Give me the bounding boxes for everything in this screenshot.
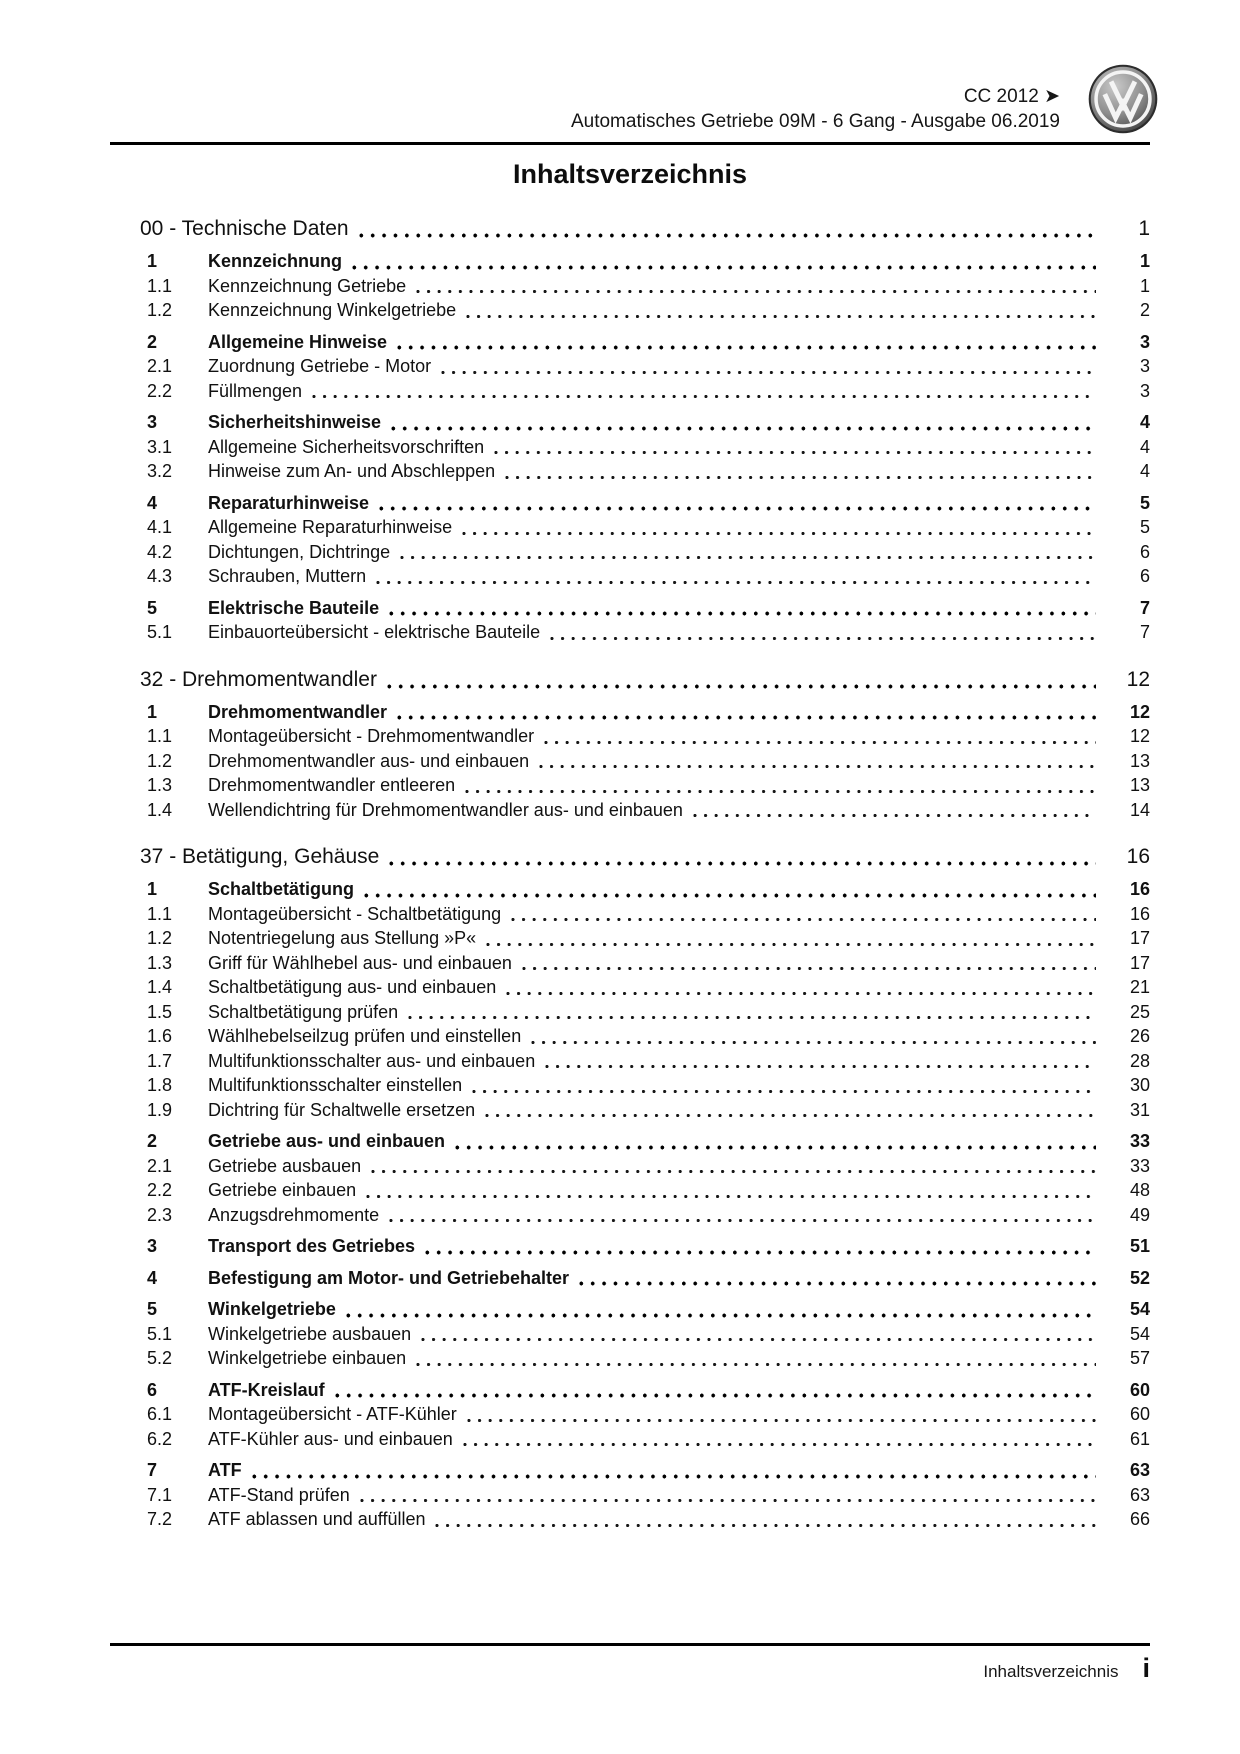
toc-page-number: 3 — [1139, 331, 1150, 352]
dot-leader — [335, 1393, 1096, 1398]
toc-page-number: 4 — [1139, 436, 1150, 457]
dot-leader — [462, 531, 1096, 536]
dot-leader — [371, 1169, 1096, 1174]
toc-entry-number: 2.2 — [147, 380, 173, 401]
dot-leader — [312, 394, 1096, 399]
dot-leader — [360, 1498, 1096, 1503]
dot-leader — [544, 740, 1096, 745]
toc-entry-number: 1.3 — [147, 775, 173, 795]
toc-entry-row — [110, 1483, 1150, 1508]
toc-entry-label: ATF ablassen und auffüllen — [208, 1509, 426, 1529]
dot-leader — [506, 991, 1096, 996]
toc-entry-number: 1.2 — [147, 750, 173, 771]
dot-leader — [379, 506, 1096, 511]
toc-entry-number: 1.5 — [147, 1001, 173, 1022]
toc-entry-number: 2.1 — [147, 356, 173, 376]
toc-entry-number: 1.4 — [147, 799, 173, 820]
dot-leader — [579, 1281, 1096, 1286]
dot-leader — [511, 917, 1096, 922]
dot-leader — [472, 1089, 1096, 1094]
toc-entry-number: 4.1 — [147, 517, 173, 537]
footer-page-number: i — [1142, 1653, 1150, 1683]
toc-entry-row — [110, 975, 1150, 1000]
toc-entry-number: 5 — [147, 1299, 158, 1319]
toc-chapter-row — [110, 216, 1150, 242]
toc-entry-label: Kennzeichnung Getriebe — [208, 275, 407, 296]
toc-entry-number: 1 — [147, 701, 158, 722]
dot-leader — [408, 1015, 1096, 1020]
toc-entry-number: 2 — [147, 331, 158, 352]
toc-entry-number: 1.1 — [147, 903, 173, 924]
toc-entry-number: 7.1 — [147, 1484, 173, 1505]
toc-entry-label: Einbauorteübersicht - elektrische Bauteile — [208, 622, 541, 642]
toc-entry-row — [110, 1507, 1150, 1532]
toc-entry-label: Winkelgetriebe — [208, 1299, 336, 1319]
toc-entry-row — [110, 1322, 1150, 1347]
toc-entry-label: Transport des Getriebes — [208, 1236, 416, 1256]
toc-entry-row — [110, 354, 1150, 379]
toc-page-number: 1 — [1139, 275, 1150, 296]
dot-leader — [416, 289, 1096, 294]
toc-entry-label: Montageübersicht - Drehmomentwandler — [208, 726, 535, 746]
toc-page-number: 3 — [1139, 380, 1150, 401]
toc-entry-row — [110, 700, 1150, 725]
table-of-contents — [110, 216, 1150, 1532]
toc-entry-label: Drehmomentwandler — [208, 701, 388, 722]
toc-page-number: 16 — [1129, 879, 1150, 899]
toc-page-number: 28 — [1129, 1050, 1150, 1071]
header-model-line: CC 2012 ➤ — [963, 86, 1060, 107]
toc-entry-label: Getriebe einbauen — [208, 1180, 357, 1200]
dot-leader — [539, 764, 1096, 769]
toc-entry-label: Montageübersicht - ATF-Kühler — [208, 1404, 457, 1424]
toc-entry-number: 1.4 — [147, 977, 173, 997]
toc-page-number: 25 — [1129, 1001, 1150, 1022]
page-footer — [110, 1643, 1150, 1682]
dot-leader — [435, 1523, 1096, 1528]
toc-page-number: 6 — [1139, 541, 1150, 562]
toc-entry-row — [110, 379, 1150, 404]
toc-entry-label: Notentriegelung aus Stellung »P« — [208, 928, 477, 948]
toc-entry-label: Multifunktionsschalter aus- und einbauen — [208, 1050, 536, 1071]
toc-entry-row — [110, 724, 1150, 749]
toc-page-number: 33 — [1129, 1131, 1150, 1151]
toc-page-number: 13 — [1129, 750, 1150, 771]
toc-page-number: 66 — [1129, 1509, 1150, 1529]
toc-entry-number: 1.8 — [147, 1075, 173, 1095]
toc-entry-label: Griff für Wählhebel aus- und einbauen — [208, 952, 512, 973]
toc-entry-label: Allgemeine Hinweise — [208, 331, 388, 352]
dot-leader — [545, 1064, 1096, 1069]
page-header — [110, 0, 1150, 145]
toc-entry-number: 1.2 — [147, 300, 173, 320]
dot-leader — [463, 1442, 1096, 1447]
toc-entry-row — [110, 620, 1150, 645]
toc-entry-label: Schaltbetätigung prüfen — [208, 1001, 399, 1022]
toc-entry-number: 4 — [147, 1267, 158, 1288]
toc-entry-label: Allgemeine Reparaturhinweise — [208, 517, 453, 537]
dot-leader — [400, 555, 1096, 560]
toc-entry-number: 4.2 — [147, 541, 173, 562]
toc-page-number: 14 — [1129, 799, 1150, 820]
dot-leader — [387, 684, 1096, 689]
dot-leader — [486, 942, 1096, 947]
toc-page-number: 5 — [1139, 517, 1150, 537]
toc-entry-number: 1.7 — [147, 1050, 173, 1071]
toc-entry-label: Winkelgetriebe einbauen — [208, 1348, 407, 1368]
dot-leader — [441, 370, 1096, 375]
toc-entry-label: Hinweise zum An- und Abschleppen — [208, 461, 496, 481]
toc-entry-row — [110, 902, 1150, 927]
toc-entry-label: Schaltbetätigung aus- und einbauen — [208, 977, 497, 997]
footer-section-label: Inhaltsverzeichnis — [983, 1662, 1119, 1681]
dot-leader — [389, 611, 1096, 616]
toc-page-number: 31 — [1129, 1099, 1150, 1120]
toc-page-number: 51 — [1129, 1236, 1150, 1256]
toc-page-number: 21 — [1129, 977, 1150, 997]
dot-leader — [425, 1250, 1096, 1255]
toc-page-number: 33 — [1129, 1155, 1150, 1176]
toc-entry-row — [110, 1427, 1150, 1452]
toc-entry-label: Montageübersicht - Schaltbetätigung — [208, 903, 502, 924]
toc-entry-number: 1.1 — [147, 726, 173, 746]
toc-entry-row — [110, 330, 1150, 355]
toc-entry-label: Drehmomentwandler entleeren — [208, 775, 456, 795]
dot-leader — [466, 314, 1096, 319]
toc-page-number: 60 — [1129, 1404, 1150, 1424]
toc-entry-row — [110, 459, 1150, 484]
dot-leader — [465, 789, 1096, 794]
toc-entry-number: 3.2 — [147, 461, 173, 481]
dot-leader — [376, 580, 1096, 585]
toc-page-number: 17 — [1129, 952, 1150, 973]
toc-page-number: 52 — [1129, 1267, 1150, 1288]
header-subtitle: Automatisches Getriebe 09M - 6 Gang - Ausgabe 06.2019 — [570, 111, 1060, 132]
toc-entry-number: 1.2 — [147, 928, 173, 948]
toc-entry-label: ATF-Kühler aus- und einbauen — [208, 1428, 453, 1449]
toc-entry-label: Dichtungen, Dichtringe — [208, 541, 391, 562]
toc-entry-label: Drehmomentwandler aus- und einbauen — [208, 750, 530, 771]
toc-entry-row — [110, 540, 1150, 565]
toc-entry-row — [110, 491, 1150, 516]
toc-entry-label: Schrauben, Muttern — [208, 566, 367, 586]
toc-page-number: 63 — [1129, 1460, 1150, 1480]
toc-entry-number: 1 — [147, 879, 158, 899]
toc-entry-row — [110, 1346, 1150, 1371]
toc-entry-row — [110, 1378, 1150, 1403]
toc-page-number: 1 — [1138, 217, 1150, 240]
page-title: Inhaltsverzeichnis — [512, 159, 748, 189]
toc-entry-row — [110, 1178, 1150, 1203]
toc-entry-number: 1 — [147, 251, 158, 271]
toc-entry-row — [110, 1203, 1150, 1228]
toc-page-number: 1 — [1139, 251, 1150, 271]
toc-entry-row — [110, 1129, 1150, 1154]
dot-leader — [359, 233, 1096, 238]
toc-entry-label: Winkelgetriebe ausbauen — [208, 1323, 412, 1344]
dot-leader — [366, 1194, 1096, 1199]
toc-entry-row — [110, 1402, 1150, 1427]
toc-page-number: 7 — [1139, 597, 1150, 618]
toc-entry-row — [110, 877, 1150, 902]
toc-entry-number: 1.9 — [147, 1099, 173, 1120]
dot-leader — [389, 861, 1096, 866]
toc-entry-row — [110, 564, 1150, 589]
dot-leader — [455, 1145, 1096, 1150]
toc-page-number: 12 — [1129, 726, 1150, 746]
toc-page-number: 3 — [1139, 356, 1150, 376]
toc-page-number: 4 — [1139, 461, 1150, 481]
toc-entry-number: 4.3 — [147, 566, 173, 586]
toc-page-number: 60 — [1129, 1379, 1150, 1400]
toc-entry-row — [110, 1234, 1150, 1259]
toc-entry-row — [110, 1024, 1150, 1049]
dot-leader — [416, 1362, 1096, 1367]
dot-leader — [522, 966, 1096, 971]
dot-leader — [531, 1040, 1096, 1045]
dot-leader — [485, 1113, 1096, 1118]
toc-chapter-row — [110, 844, 1150, 870]
toc-entry-row — [110, 951, 1150, 976]
toc-chapter-label: 00 - Technische Daten — [140, 217, 349, 240]
toc-entry-label: ATF — [208, 1460, 242, 1480]
toc-page-number: 57 — [1129, 1348, 1150, 1368]
dot-leader — [550, 636, 1096, 641]
toc-entry-label: Dichtring für Schaltwelle ersetzen — [208, 1099, 476, 1120]
toc-entry-row — [110, 1458, 1150, 1483]
dot-leader — [389, 1218, 1096, 1223]
toc-chapter-row — [110, 667, 1150, 693]
toc-page-number: 26 — [1129, 1026, 1150, 1046]
toc-page-number: 4 — [1139, 412, 1150, 432]
toc-page-number: 54 — [1129, 1299, 1150, 1319]
toc-entry-number: 5.1 — [147, 622, 173, 642]
toc-entry-row — [110, 274, 1150, 299]
toc-entry-label: Kennzeichnung Winkelgetriebe — [208, 300, 457, 320]
toc-entry-number: 7.2 — [147, 1509, 173, 1529]
toc-entry-row — [110, 515, 1150, 540]
dot-leader — [346, 1313, 1096, 1318]
toc-entry-number: 4 — [147, 492, 158, 513]
toc-entry-label: Sicherheitshinweise — [208, 412, 382, 432]
toc-chapter-label: 37 - Betätigung, Gehäuse — [140, 845, 380, 868]
dot-leader — [494, 450, 1096, 455]
toc-page-number: 54 — [1129, 1323, 1150, 1344]
toc-entry-row — [110, 249, 1150, 274]
toc-entry-number: 3.1 — [147, 436, 173, 457]
toc-entry-label: Zuordnung Getriebe - Motor — [208, 356, 432, 376]
toc-page-number: 16 — [1126, 845, 1150, 868]
toc-page-number: 48 — [1129, 1180, 1150, 1200]
toc-entry-number: 3 — [147, 1236, 158, 1256]
dot-leader — [693, 813, 1096, 818]
toc-entry-row — [110, 1297, 1150, 1322]
toc-page-number: 16 — [1129, 903, 1150, 924]
header-divider — [110, 142, 1150, 145]
toc-page-number: 13 — [1129, 775, 1150, 795]
toc-entry-row — [110, 926, 1150, 951]
toc-entry-number: 1.6 — [147, 1026, 173, 1046]
toc-page-number: 49 — [1129, 1204, 1150, 1225]
toc-entry-label: Reparaturhinweise — [208, 492, 370, 513]
toc-page-number: 61 — [1129, 1428, 1150, 1449]
toc-entry-row — [110, 1266, 1150, 1291]
toc-entry-row — [110, 435, 1150, 460]
dot-leader — [364, 893, 1096, 898]
toc-entry-number: 2 — [147, 1131, 158, 1151]
toc-page-number: 17 — [1129, 928, 1150, 948]
toc-entry-row — [110, 410, 1150, 435]
toc-entry-label: Füllmengen — [208, 380, 303, 401]
toc-entry-label: ATF-Kreislauf — [208, 1379, 325, 1400]
dot-leader — [397, 715, 1096, 720]
toc-entry-row — [110, 1000, 1150, 1025]
toc-page-number: 63 — [1129, 1484, 1150, 1505]
toc-entry-number: 6.1 — [147, 1404, 173, 1424]
toc-entry-row — [110, 1098, 1150, 1123]
dot-leader — [421, 1337, 1096, 1342]
dot-leader — [397, 345, 1096, 350]
toc-entry-row — [110, 298, 1150, 323]
toc-entry-number: 2.2 — [147, 1180, 173, 1200]
toc-page-number: 30 — [1129, 1075, 1150, 1095]
toc-page-number: 7 — [1139, 622, 1150, 642]
toc-entry-number: 5 — [147, 597, 158, 618]
toc-entry-label: Allgemeine Sicherheitsvorschriften — [208, 436, 485, 457]
toc-entry-number: 1.3 — [147, 952, 173, 973]
toc-entry-row — [110, 773, 1150, 798]
toc-entry-label: Getriebe ausbauen — [208, 1155, 362, 1176]
toc-entry-label: Wellendichtring für Drehmomentwandler aus- und einbauen — [208, 799, 683, 820]
toc-entry-row — [110, 1049, 1150, 1074]
toc-page-number: 12 — [1129, 701, 1150, 722]
toc-entry-label: Elektrische Bauteile — [208, 597, 380, 618]
toc-entry-number: 2.3 — [147, 1204, 173, 1225]
toc-entry-label: Kennzeichnung — [208, 251, 342, 271]
toc-entry-number: 2.1 — [147, 1155, 173, 1176]
toc-entry-label: Getriebe aus- und einbauen — [208, 1131, 446, 1151]
toc-entry-number: 5.1 — [147, 1323, 173, 1344]
toc-entry-number: 7 — [147, 1460, 158, 1480]
toc-entry-number: 1.1 — [147, 275, 173, 296]
toc-entry-label: Multifunktionsschalter einstellen — [208, 1075, 463, 1095]
dot-leader — [391, 426, 1096, 431]
toc-entry-row — [110, 1154, 1150, 1179]
toc-entry-row — [110, 749, 1150, 774]
toc-chapter-label: 32 - Drehmomentwandler — [140, 667, 377, 691]
toc-entry-number: 5.2 — [147, 1348, 173, 1368]
dot-leader — [252, 1474, 1096, 1479]
toc-entry-row — [110, 1073, 1150, 1098]
toc-entry-label: Wählhebelseilzug prüfen und einstellen — [208, 1026, 522, 1046]
toc-entry-row — [110, 596, 1150, 621]
toc-entry-label: ATF-Stand prüfen — [208, 1484, 350, 1505]
dot-leader — [352, 265, 1096, 270]
vw-logo-icon — [1088, 62, 1158, 136]
toc-entry-number: 3 — [147, 412, 158, 432]
toc-page-number: 5 — [1139, 492, 1150, 513]
dot-leader — [505, 475, 1096, 480]
toc-entry-number: 6.2 — [147, 1428, 173, 1449]
toc-page-number: 6 — [1139, 566, 1150, 586]
toc-entry-number: 6 — [147, 1379, 158, 1400]
toc-entry-row — [110, 798, 1150, 823]
dot-leader — [467, 1418, 1096, 1423]
toc-entry-label: Befestigung am Motor- und Getriebehalter — [208, 1267, 570, 1288]
toc-page-number: 2 — [1139, 300, 1150, 320]
toc-entry-label: Schaltbetätigung — [208, 879, 355, 899]
toc-entry-label: Anzugsdrehmomente — [208, 1204, 380, 1225]
toc-page-number: 12 — [1126, 667, 1150, 691]
